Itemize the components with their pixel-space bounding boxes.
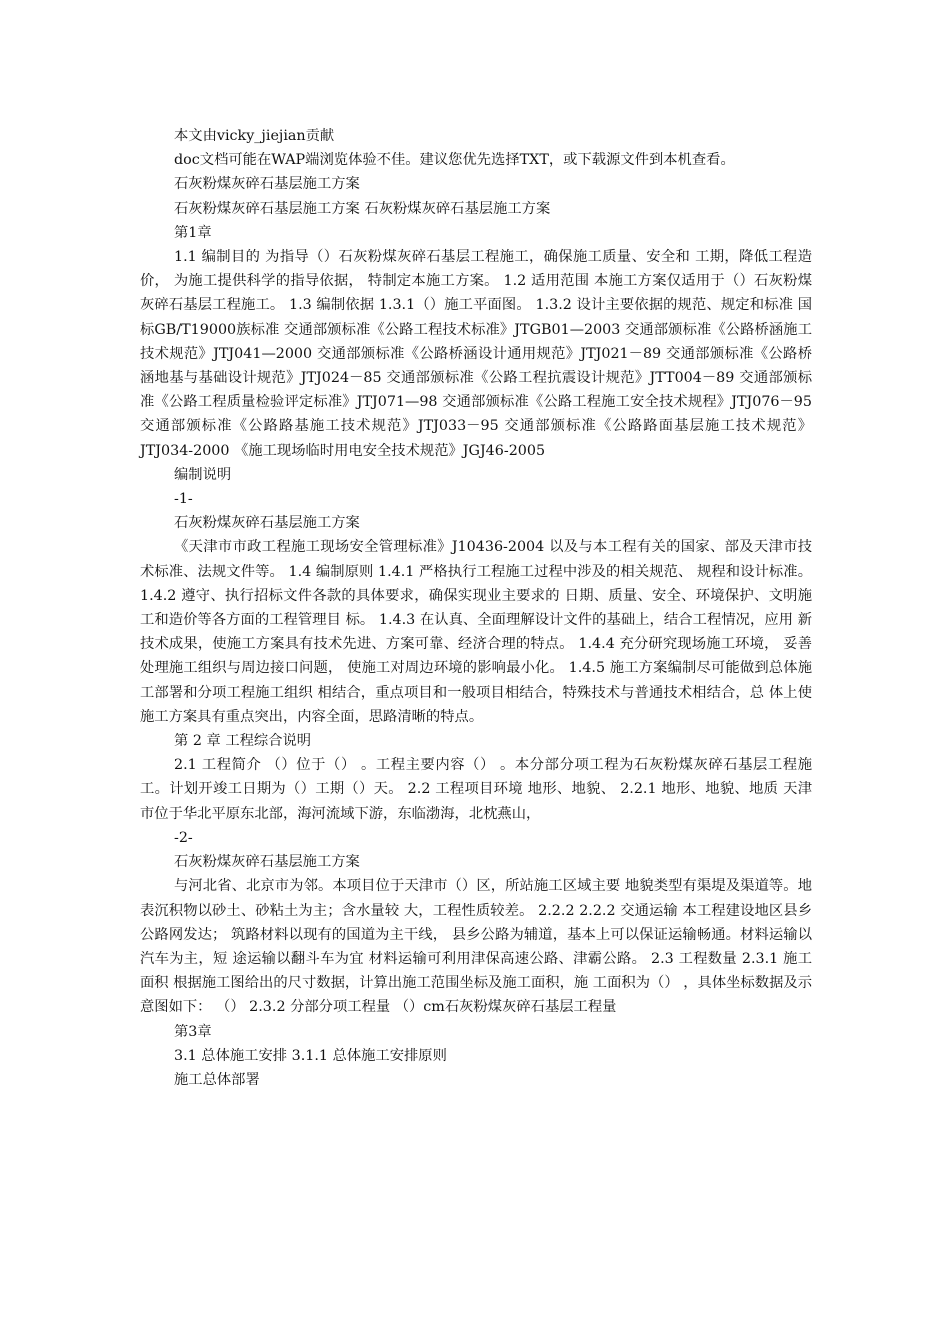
notice-line: doc文档可能在WAP端浏览体验不佳。建议您优先选择TXT，或下载源文件到本机查看。 [174, 152, 735, 169]
running-header-2: 石灰粉煤灰碎石基层施工方案 [174, 854, 360, 871]
section-heading-deploy: 施工总体部署 [174, 1071, 260, 1088]
paragraph-3: 2.1 工程简介 （）位于（） 。工程主要内容（） 。本分部分项工程为石灰粉煤灰碎石基层工程施工。计划开竣工日期为（）工期（）天。 2.2 工程项目环境 地形、地貌、 2.2.1 地形、地貌、地质 天津市位于华北平原东北部，海河流域下游，东临渤海，北枕燕山， [140, 757, 812, 822]
running-header-1: 石灰粉煤灰碎石基层施工方案 [174, 515, 360, 532]
section-3-1-heading: 3.1 总体施工安排 3.1.1 总体施工安排原则 [174, 1047, 447, 1064]
paragraph-1: 1.1 编制目的 为指导（）石灰粉煤灰碎石基层工程施工，确保施工质量、安全和 工期，降低工程造价， 为施工提供科学的指导依据， 特制定本施工方案。 1.2 适用范围 本施工方案仅适用于（）石灰粉煤灰碎石基层工程施工。 1.3 编制依据 1.3.1（）施工平面图。 1.3.2 设计主要依据的规范、规定和标准 国标GB/T19000族标准 交通部颁标准《公路工程技术标准》JTGB01—2003 交通部颁标准《公路桥涵施工技术规范》JTJ041—2000 交通部颁标准《公路桥涵设计通用规范》JTJ021－89 交通部颁标准《公路桥涵地基与基础设计规范》JTJ024－85 交通部颁标准《公路工程抗震设计规范》JTT004－89 交通部颁标准《公路工程质量检验评定标准》JTJ071—98 交通部颁标准《公路工程施工安全技术规程》JTJ076－95 交通部颁标准《公路路基施工技术规范》JTJ033－95 交通部颁标准《公路路面基层施工技术规范》JTJ034-2000 《施工现场临时用电安全技术规范》JGJ46-2005 [140, 249, 812, 459]
contributor-line: 本文由vicky_jiejian贡献 [174, 128, 335, 144]
document-subtitle: 石灰粉煤灰碎石基层施工方案 石灰粉煤灰碎石基层施工方案 [174, 200, 551, 217]
paragraph-2: 《天津市市政工程施工现场安全管理标准》J10436-2004 以及与本工程有关的国家、部及天津市技术标准、法规文件等。 1.4 编制原则 1.4.1 严格执行工程施工过程中涉及的相关规范、 规程和设计标准。 1.4.2 遵守、执行招标文件各款的具体要求，确保实现业主要求的 日期、质量、安全、环境保护、文明施工和造价等各方面的工程管理目 标。 1.4.3 在认真、全面理解设计文件的基础上，结合工程情况，应用 新技术成果，使施工方案具有技术先进、方案可靠、经济合理的特点。 1.4.4 充分研究现场施工环境， 妥善处理施工组织与周边接口问题， 使施工对周边环境的影响最小化。 1.4.5 施工方案编制尽可能做到总体施工部署和分项工程施工组织 相结合，重点项目和一般项目相结合，特殊技术与普通技术相结合，总 体上使施工方案具有重点突出，内容全面，思路清晰的特点。 [140, 539, 812, 725]
chapter-1-heading: 第1章 [174, 224, 212, 241]
page-number-1: -1- [174, 491, 193, 508]
page-number-2: -2- [174, 829, 193, 846]
document-title: 石灰粉煤灰碎石基层施工方案 [174, 176, 360, 193]
paragraph-4: 与河北省、北京市为邻。本项目位于天津市（）区，所站施工区域主要 地貌类型有渠堤及渠道等。地表沉积物以砂土、砂粘土为主；含水量较 大，工程性质较差。 2.2.2 2.2.2 交通运输 本工程建设地区县乡公路网发达； 筑路材料以现有的国道为主干线， 县乡公路为辅道，基本上可以保证运输畅通。材料运输以汽车为主，短 途运输以翻斗车为宜 材料运输可利用津保高速公路、津霸公路。 2.3 工程数量 2.3.1 施工面积 根据施工图给出的尺寸数据，计算出施工范围坐标及施工面积，施 工面积为（） ，具体坐标数据及示意图如下： （） 2.3.2 分部分项工程量 （）cm石灰粉煤灰碎石基层工程量 [140, 878, 812, 1016]
chapter-2-heading: 第 2 章 工程综合说明 [174, 733, 312, 750]
document-body [140, 124, 812, 1092]
section-heading-explain: 编制说明 [174, 466, 232, 483]
chapter-3-heading: 第3章 [174, 1023, 212, 1040]
